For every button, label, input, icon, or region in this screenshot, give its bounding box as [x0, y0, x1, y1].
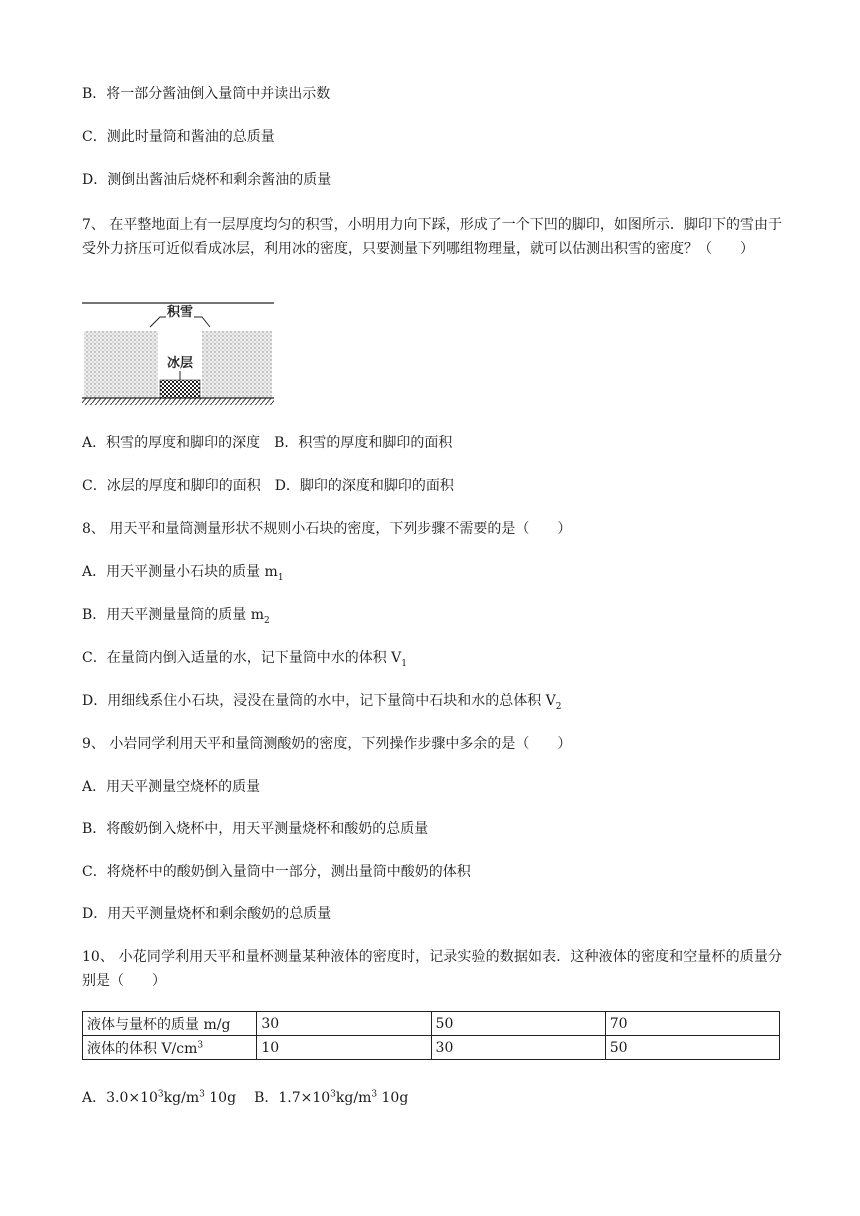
q9-option-c: C．将烧杯中的酸奶倒入量筒中一部分，测出量筒中酸奶的体积 [82, 864, 471, 880]
table-cell: 70 [605, 1012, 779, 1036]
q7-options-ab: A．积雪的厚度和脚印的深度 B．积雪的厚度和脚印的面积 [82, 435, 453, 451]
ground [82, 398, 274, 405]
table-cell: 50 [431, 1012, 605, 1036]
q9-option-d: D．用天平测量烧杯和剩余酸奶的总质量 [82, 906, 332, 922]
ice-layer [160, 380, 200, 398]
q8-option-b: B．用天平测量量筒的质量 $m_2$ [82, 607, 270, 626]
label-snow: 积雪 [166, 305, 194, 320]
q7-options-cd: C．冰层的厚度和脚印的面积 D．脚印的深度和脚印的面积 [82, 478, 454, 494]
label-ice: 冰层 [166, 356, 194, 371]
q10-stem: 10、 小花同学利用天平和量杯测量某种液体的密度时，记录实验的数据如表．这种液体的密度和空量杯的质量分别是（ ） [82, 949, 782, 989]
q6-option-b: B．将一部分酱油倒入量筒中并读出示数 [82, 86, 331, 102]
q10-options-ab [82, 1087, 408, 1109]
q10-option-a: A．$3.0\times 10^3kg/m^3$ 10g [82, 1089, 237, 1106]
q10-data-table [82, 1011, 780, 1060]
q7-stem: 7、 在平整地面上有一层厚度均匀的积雪，小明用力向下踩，形成了一个下凹的脚印，如图所示．脚印下的雪由于受外力挤压可近似看成冰层，利用冰的密度，只要测量下列哪组物理量，就可以估测出积雪的密度？（ ） [82, 217, 782, 257]
q9-option-b: B．将酸奶倒入烧杯中，用天平测量烧杯和酸奶的总质量 [82, 821, 429, 837]
q6-option-d: D．测倒出酱油后烧杯和剩余酱油的质量 [82, 172, 332, 188]
q10-option-b: B．$1.7\times 10^3kg/m^3$ 10g [254, 1089, 409, 1106]
q9-option-a: A．用天平测量空烧杯的质量 [82, 779, 261, 795]
q8-option-a: A．用天平测量小石块的质量 $m_1$ [82, 564, 284, 583]
table-cell: 30 [431, 1036, 605, 1060]
q8-stem: 8、 用天平和量筒测量形状不规则小石块的密度，下列步骤不需要的是（ ） [82, 521, 572, 537]
q8-option-d: D．用细线系住小石块，浸没在量筒的水中，记下量筒中石块和水的总体积 $V_2$ [82, 693, 562, 712]
table-cell: 50 [605, 1036, 779, 1060]
q6-option-c: C．测此时量筒和酱油的总质量 [82, 129, 275, 145]
q8-option-c: C．在量筒内倒入适量的水，记下量筒中水的体积 $V_1$ [82, 650, 408, 669]
table-cell: 10 [257, 1036, 431, 1060]
table-cell: 30 [257, 1012, 431, 1036]
snow-diagram-svg [82, 295, 277, 410]
snow-left [84, 331, 158, 398]
q9-stem: 9、 小岩同学利用天平和量筒测酸奶的密度，下列操作步骤中多余的是（ ） [82, 736, 572, 752]
table-row-header-mass: 液体与量杯的质量 m/g [83, 1012, 257, 1036]
q7-snow-footprint-figure [82, 295, 277, 410]
table-row-header-volume: 液体的体积 $V/cm^3$ [83, 1036, 257, 1060]
table-row [83, 1036, 780, 1060]
table-row [83, 1012, 780, 1036]
snow-right [202, 331, 272, 398]
